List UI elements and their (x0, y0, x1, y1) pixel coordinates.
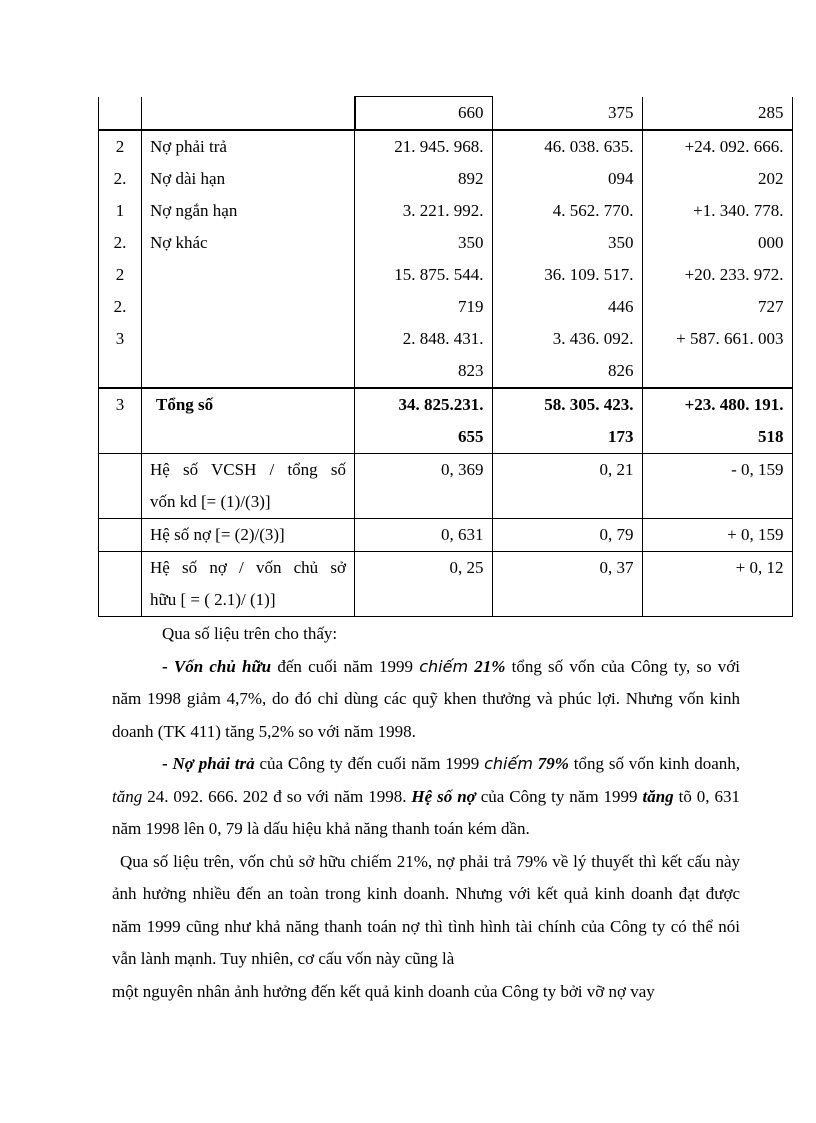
total-change: +23. 480. 191. 518 (642, 388, 792, 454)
paragraph-conclusion-last-line: một nguyên nhân ảnh hưởng đến kết quả kinh doanh của Công ty bởi vỡ nợ vay (112, 981, 655, 1001)
ratio-1-change: - 0, 159 (642, 454, 792, 519)
ratio-3-change: + 0, 12 (642, 552, 792, 617)
ratio-2-1998: 0, 631 (355, 519, 493, 552)
table-row-ratio (99, 454, 793, 519)
paragraph-conclusion: Qua số liệu trên, vốn chủ sở hữu chiếm 21%, nợ phải trả 79% về lý thuyết thì kết cấu này ảnh hưởng nhiều đến an toàn trong kinh doanh. Nhưng với kết quả kinh doanh đạt được năm 1999 cũng như khả năng thanh toán nợ thì tình hình tài chính của Công ty có thể nói vẫn lành mạnh. Tuy nhiên, cơ cấu vốn này cũng là (112, 851, 740, 968)
analysis-text (112, 618, 740, 1008)
total-label: Tổng số (142, 388, 355, 454)
ratio-3-1998: 0, 25 (355, 552, 493, 617)
total-1998: 34. 825.231. 655 (355, 388, 493, 454)
intro-line: Qua số liệu trên cho thấy: (162, 624, 338, 643)
group2-col-1998: 21. 945. 968. 892 3. 221. 992. 350 15. 875. 544. 719 2. 848. 431. 823 (355, 130, 493, 388)
cell-top-2: 375 (492, 97, 642, 131)
paragraph-liabilities: - Nợ phải trả của Công ty đến cuối năm 1999 chiếm 79% tổng số vốn kinh doanh, tăng 24. 092. 666. 202 đ so với năm 1998. Hệ số nợ của Công ty năm 1999 tăng tõ 0, 631 năm 1998 lên 0, 79 là dấu hiệu khả năng thanh toán kém dần. (112, 754, 741, 838)
ratio-3-1999: 0, 37 (492, 552, 642, 617)
group2-col-1999: 46. 038. 635. 094 4. 562. 770. 350 36. 109. 517. 446 3. 436. 092. 826 (492, 130, 642, 388)
ratio-2-label: Hệ số nợ [= (2)/(3)] (142, 519, 355, 552)
table-row (99, 130, 793, 388)
ratio-3-label: Hệ số nợ / vốn chủ sở hữu [ = ( 2.1)/ (1)] (142, 552, 355, 617)
cell-top-1: 660 (355, 97, 493, 131)
ratio-2-1999: 0, 79 (492, 519, 642, 552)
ratio-1-1998: 0, 369 (355, 454, 493, 519)
total-stt: 3 (99, 388, 142, 454)
ratio-1-label: Hệ số VCSH / tổng số vốn kd [= (1)/(3)] (142, 454, 355, 519)
ratio-2-change: + 0, 159 (642, 519, 792, 552)
group2-names: Nợ phải trả Nợ dài hạn Nợ ngắn hạn Nợ khác (142, 130, 355, 388)
capital-structure-table (98, 96, 793, 617)
table-row-ratio (99, 552, 793, 617)
table-row-ratio (99, 519, 793, 552)
ratio-1-1999: 0, 21 (492, 454, 642, 519)
paragraph-equity: - Vốn chủ hữu đến cuối năm 1999 chiếm 21% tổng số vốn của Công ty, so với năm 1998 giảm 4,7%, do đó chỉ dùng các quỹ khen thưởng và phúc lợi. Nhưng vốn kinh doanh (TK 411) tăng 5,2% so với năm 1998. (112, 656, 740, 741)
table-row-total (99, 388, 793, 454)
group2-stt: 2 2. 1 2. 2 2. 3 (99, 130, 142, 388)
total-1999: 58. 305. 423. 173 (492, 388, 642, 454)
group2-col-change: +24. 092. 666. 202 +1. 340. 778. 000 +20. 233. 972. 727 + 587. 661. 003 (642, 130, 792, 388)
table-row (99, 97, 793, 131)
cell-top-3: 285 (642, 97, 792, 131)
